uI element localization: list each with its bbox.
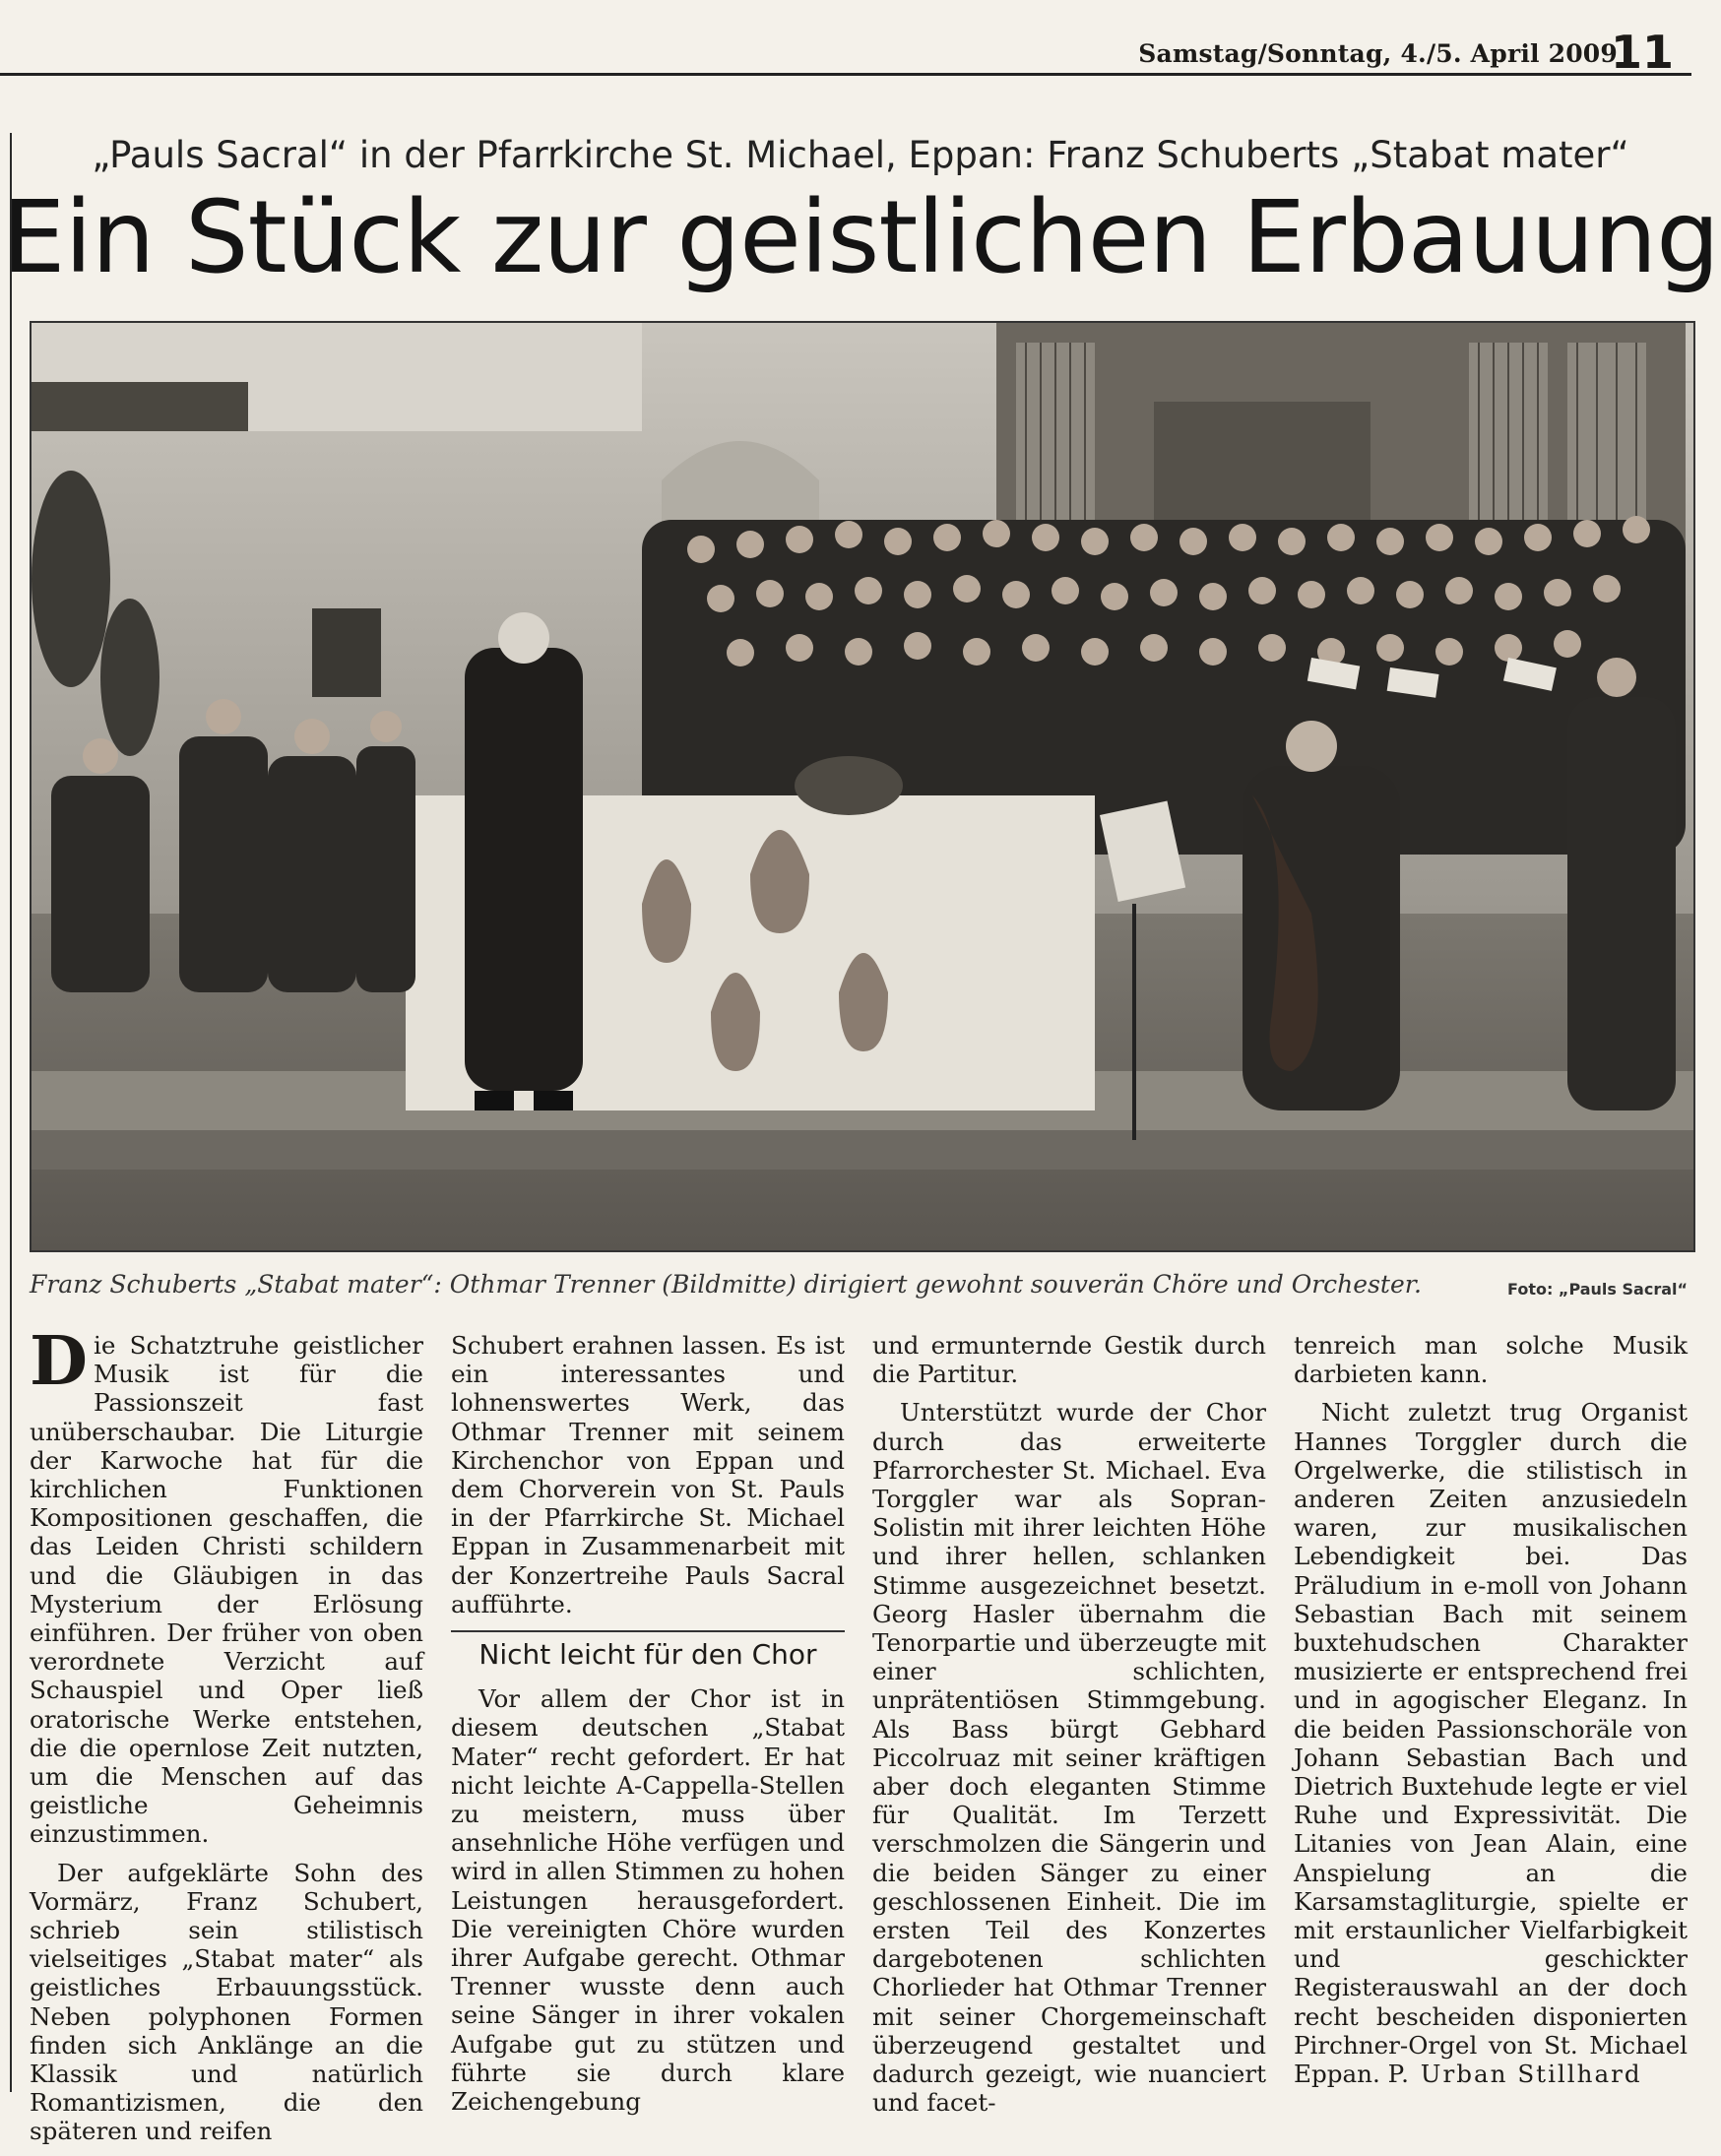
paragraph-7: tenreich man solche Musik darbieten kann. bbox=[1294, 1331, 1688, 1389]
left-column-rule bbox=[10, 133, 12, 2092]
article-headline: Ein Stück zur geistlichen Erbauung bbox=[2, 179, 1719, 296]
article-kicker: „Pauls Sacral“ in der Pfarrkirche St. Michael, Eppan: Franz Schuberts „Stabat mater“ bbox=[92, 134, 1629, 176]
paragraph-5: und ermunternde Gestik durch die Partitur. bbox=[872, 1331, 1266, 1389]
page-number: 11 bbox=[1610, 26, 1674, 79]
article-column-1 bbox=[30, 1322, 423, 2156]
paragraph-4: Vor allem der Chor ist in diesem deutschen „Stabat Mater“ recht gefordert. Er hat nicht leichte A-Cappella-Stellen zu meistern, muss über ansehnliche Höhe verfügen und wird in allen Stimmen zu hohen Leistungen herausgefordert. Die vereinigten Chöre wurden ihrer Aufgabe gerecht. Othmar Trenner wusste denn auch seine Sänger in ihrer vokalen Aufgabe gut zu stützen und führte sie durch klare Zeichengebung bbox=[451, 1684, 845, 2117]
concert-photo-illustration bbox=[32, 323, 1693, 1250]
article-column-4 bbox=[1294, 1331, 1688, 2098]
article-column-3 bbox=[872, 1331, 1266, 2126]
author-signature: P. Urban Stillhard bbox=[1387, 2060, 1642, 2089]
article-subhead: Nicht leicht für den Chor bbox=[451, 1630, 845, 1671]
drop-cap: D bbox=[30, 1322, 88, 1401]
paragraph-8-text: Nicht zuletzt trug Organist Hannes Torggler durch die Orgelwerke, die stilistisch in anderen Zeiten anzusiedeln waren, zur musikalischen Lebendigkeit bei. Das Präludium in e-moll von Johann Sebastian Bach mit seinem buxtehudschen Charakter musizierte er entsprechend frei und in agogischer Eleganz. In die beiden Passionschoräle von Johann Sebastian Bach und Dietrich Buxtehude legte er viel Ruhe und Expressivität. Die Litanies von Jean Alain, eine Anspielung an die Karsamstagliturgie, spielte er mit erstaunlicher Vielfarbigkeit und geschickter Registerauswahl an der doch recht bescheiden disponierten Pirchner-Orgel von St. Michael Eppan. bbox=[1294, 1398, 1688, 2089]
paragraph-1: ie Schatztruhe geistlicher Musik ist für die Passionszeit fast unüberschaubar. Die Liturgie der Karwoche hat für die kirchlichen Funktionen Kompositionen geschaffen, die das Leiden Christi schildern und die Gläubigen in das Mysterium der Erlösung einführen. Der früher von oben verordnete Verzicht auf Schauspiel und Oper ließ oratorische Werke entstehen, die die opernlose Zeit nutzten, um die Menschen auf das geistliche Geheimnis einzustimmen. bbox=[30, 1331, 423, 1849]
paragraph-8 bbox=[1294, 1398, 1688, 2088]
photo-caption: Franz Schuberts „Stabat mater“: Othmar Trenner (Bildmitte) dirigiert gewohnt souverän Chöre und Orchester. bbox=[30, 1270, 1422, 1299]
top-rule bbox=[0, 73, 1691, 76]
issue-date: Samstag/Sonntag, 4./5. April 2009 bbox=[1138, 39, 1618, 68]
paragraph-2: Der aufgeklärte Sohn des Vormärz, Franz Schubert, schrieb sein stilistisch vielseitiges „Stabat mater“ als geistliches Erbauungsstück. Neben polyphonen Formen finden sich Anklänge an die Klassik und natürlich Romantizismen, die den späteren und reifen bbox=[30, 1858, 423, 2146]
concert-photo bbox=[30, 321, 1695, 1252]
photo-credit: Foto: „Pauls Sacral“ bbox=[1507, 1280, 1688, 1299]
article-column-2 bbox=[451, 1331, 845, 2125]
paragraph-6: Unterstützt wurde der Chor durch das erweiterte Pfarrorchester St. Michael. Eva Torggler war als Sopran-Solistin mit ihrer leichten Höhe und ihrer hellen, schlanken Stimme ausgezeichnet besetzt. Georg Hasler übernahm die Tenorpartie und überzeugte mit einer schlichten, unprätentiösen Stimmgebung. Als Bass bürgt Gebhard Piccolruaz mit seiner kräftigen aber doch eleganten Stimme für Qualität. Im Terzett verschmolzen die Sängerin und die beiden Sänger zu einer geschlossenen Einheit. Die im ersten Teil des Konzertes dargebotenen schlichten Chorlieder hat Othmar Trenner mit seiner Chorgemeinschaft überzeugend gestaltet und dadurch gezeigt, wie nuanciert und facet- bbox=[872, 1398, 1266, 2118]
paragraph-3: Schubert erahnen lassen. Es ist ein interessantes und lohnenswertes Werk, das Othmar Trenner mit seinem Kirchenchor von Eppan und dem Chorverein von St. Pauls in der Pfarrkirche St. Michael Eppan in Zusammenarbeit mit der Konzertreihe Pauls Sacral aufführte. bbox=[451, 1331, 845, 1618]
